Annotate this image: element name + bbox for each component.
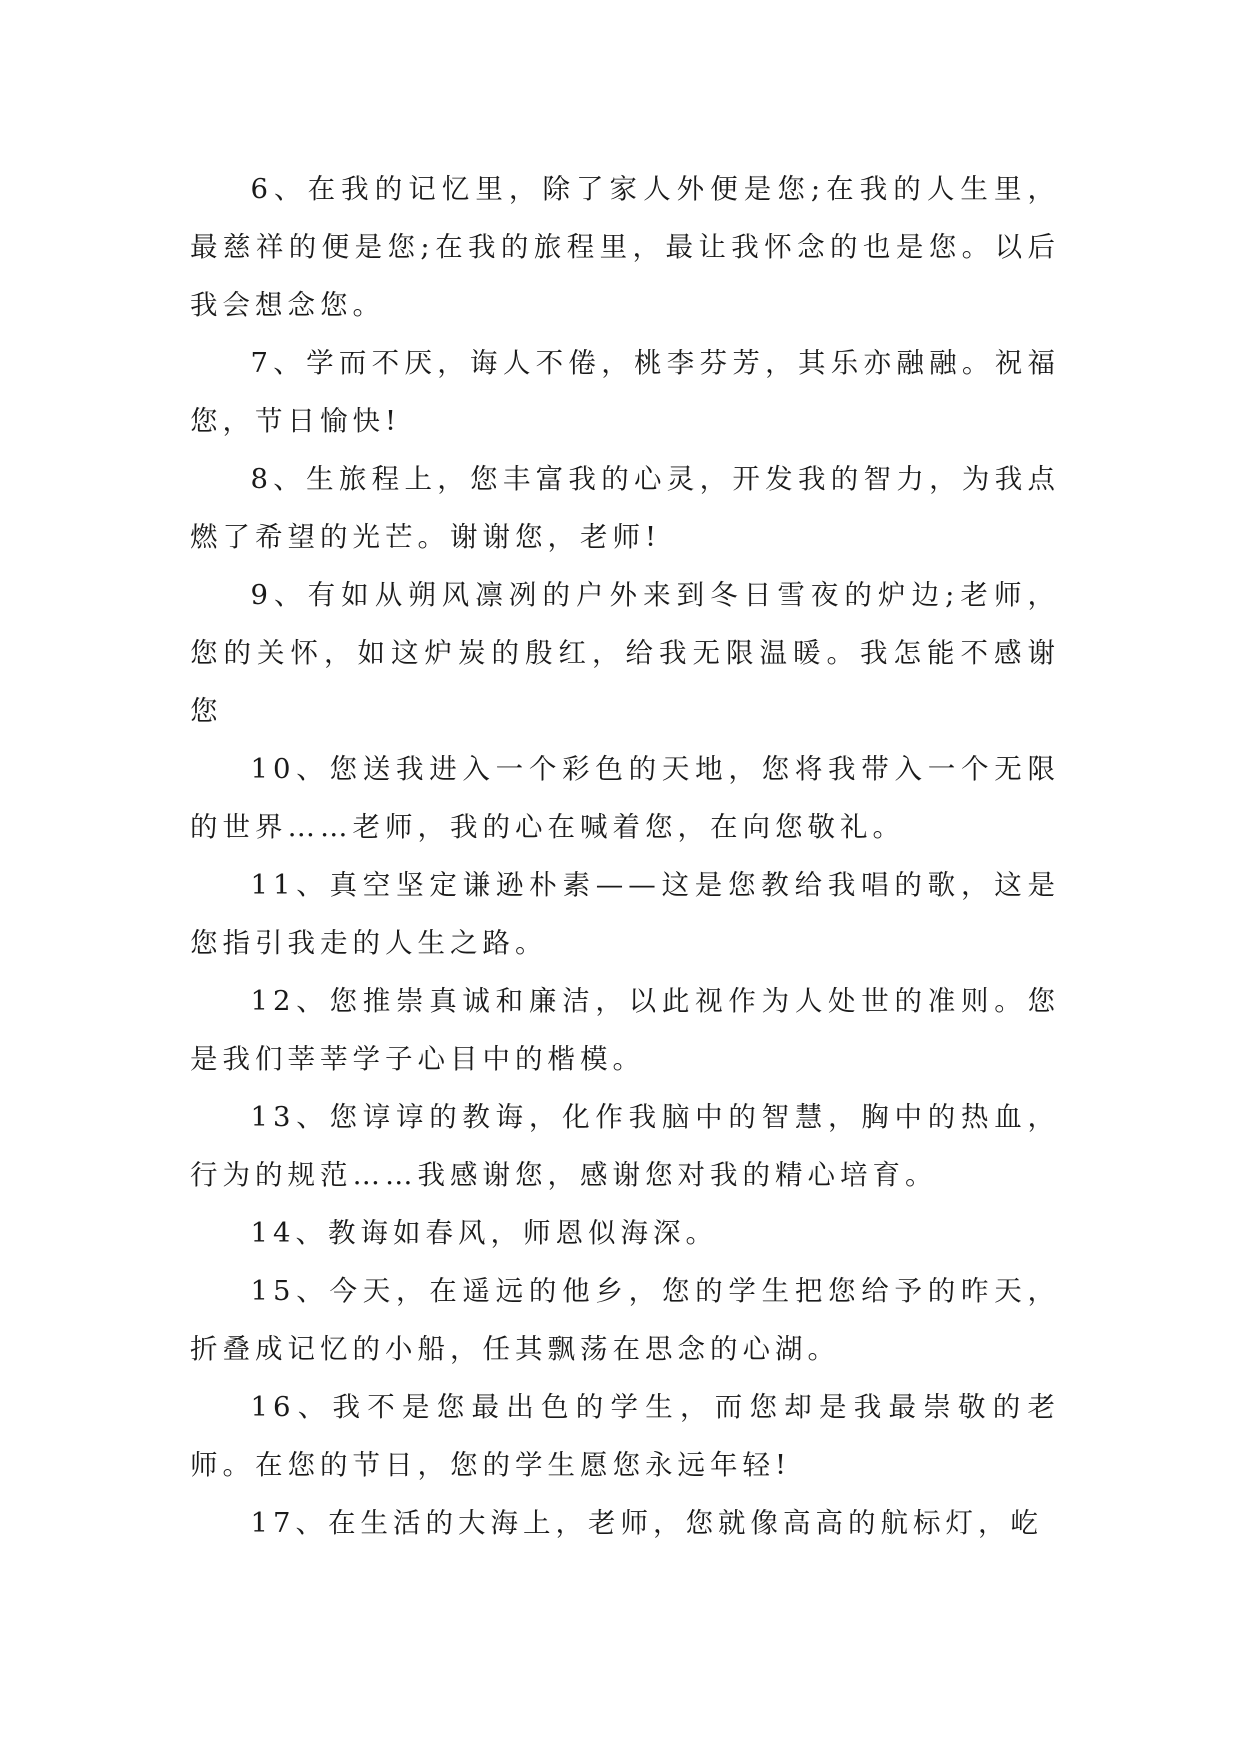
paragraph-8: 8、生旅程上，您丰富我的心灵，开发我的智力，为我点燃了希望的光芒。谢谢您，老师!	[190, 463, 1060, 553]
paragraph-12: 12、您推崇真诚和廉洁，以此视作为人处世的准则。您是我们莘莘学子心目中的楷模。	[190, 985, 1060, 1075]
document-body	[190, 160, 1060, 1552]
paragraph-9: 9、有如从朔风凛冽的户外来到冬日雪夜的炉边;老师，您的关怀，如这炉炭的殷红，给我无限温暖。我怎能不感谢您	[190, 579, 1060, 727]
paragraph-7: 7、学而不厌，诲人不倦，桃李芬芳，其乐亦融融。祝福您，节日愉快!	[190, 347, 1060, 437]
paragraph-16: 16、我不是您最出色的学生，而您却是我最崇敬的老师。在您的节日，您的学生愿您永远年轻!	[190, 1391, 1060, 1481]
paragraph-13: 13、您谆谆的教诲，化作我脑中的智慧，胸中的热血，行为的规范……我感谢您，感谢您对我的精心培育。	[190, 1101, 1060, 1191]
paragraph-14: 14、教诲如春风，师恩似海深。	[250, 1217, 718, 1249]
paragraph-17: 17、在生活的大海上，老师，您就像高高的航标灯，屹	[250, 1507, 1043, 1539]
paragraph-6: 6、在我的记忆里，除了家人外便是您;在我的人生里，最慈祥的便是您;在我的旅程里，最让我怀念的也是您。以后我会想念您。	[190, 173, 1060, 321]
paragraph-10: 10、您送我进入一个彩色的天地，您将我带入一个无限的世界……老师，我的心在喊着您，在向您敬礼。	[190, 753, 1060, 843]
paragraph-11: 11、真空坚定谦逊朴素——这是您教给我唱的歌，这是您指引我走的人生之路。	[190, 869, 1060, 959]
paragraph-15: 15、今天，在遥远的他乡，您的学生把您给予的昨天，折叠成记忆的小船，任其飘荡在思念的心湖。	[190, 1275, 1060, 1365]
